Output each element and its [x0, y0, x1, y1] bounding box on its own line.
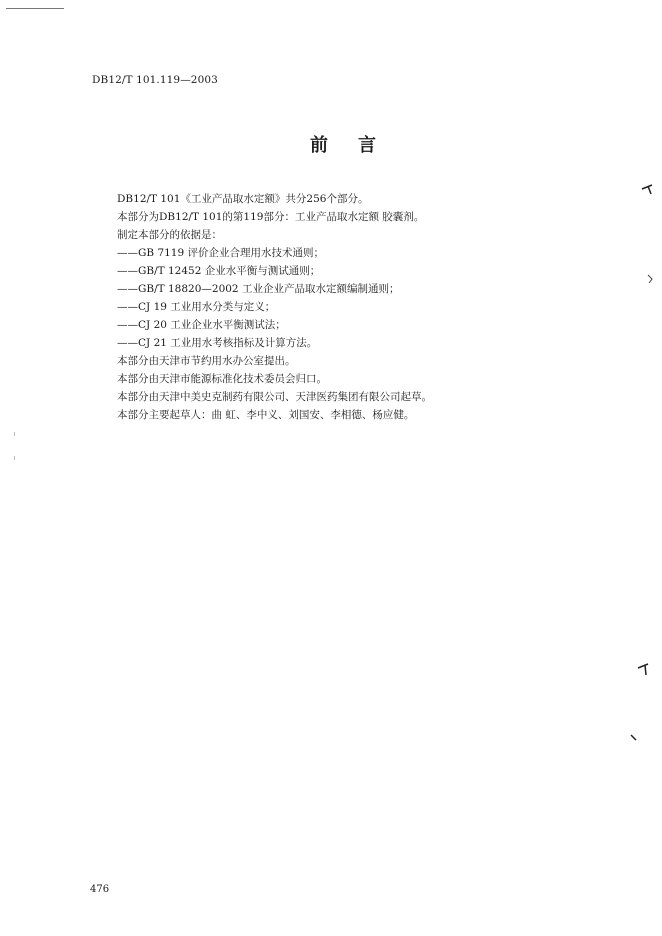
reference-item: ——CJ 21 工业用水考核指标及计算方法。 [117, 337, 318, 349]
scan-mark-icon [637, 662, 649, 676]
reference-item: ——GB/T 18820—2002 工业企业产品取水定额编制通则； [117, 283, 400, 295]
reference-item: ——CJ 19 工业用水分类与定义； [117, 301, 276, 313]
section-title-foreword: 前言 [310, 135, 406, 156]
document-code: DB12/T 101.119—2003 [92, 74, 218, 86]
scan-edge-rule [6, 8, 64, 9]
body-line: 本部分由天津市能源标准化技术委员会归口。 [117, 373, 327, 385]
body-line: 制定本部分的依据是： [117, 229, 222, 241]
body-line: 本部分为DB12/T 101的第119部分：工业产品取水定额 胶囊剂。 [117, 211, 425, 223]
reference-item: ——GB 7119 评价企业合理用水技术通则； [117, 247, 325, 259]
page-number: 476 [90, 884, 110, 895]
scan-speck [14, 432, 15, 436]
reference-item: ——CJ 20 工业企业水平衡测试法； [117, 319, 286, 331]
body-line: DB12/T 101《工业产品取水定额》共分256个部分。 [117, 193, 369, 205]
scan-mark-icon [646, 274, 654, 284]
reference-item: ——GB/T 12452 企业水平衡与测试通则； [117, 265, 321, 277]
body-line: 本部分主要起草人：曲 虹、李中义、刘国安、李相德、杨应健。 [117, 409, 415, 421]
scan-speck [14, 456, 15, 460]
body-line: 本部分由天津中美史克制药有限公司、天津医药集团有限公司起草。 [117, 391, 432, 403]
scan-mark-icon [641, 183, 653, 195]
scan-mark-icon [630, 734, 638, 742]
body-line: 本部分由天津市节约用水办公室提出。 [117, 355, 296, 367]
foreword-body [117, 190, 587, 424]
